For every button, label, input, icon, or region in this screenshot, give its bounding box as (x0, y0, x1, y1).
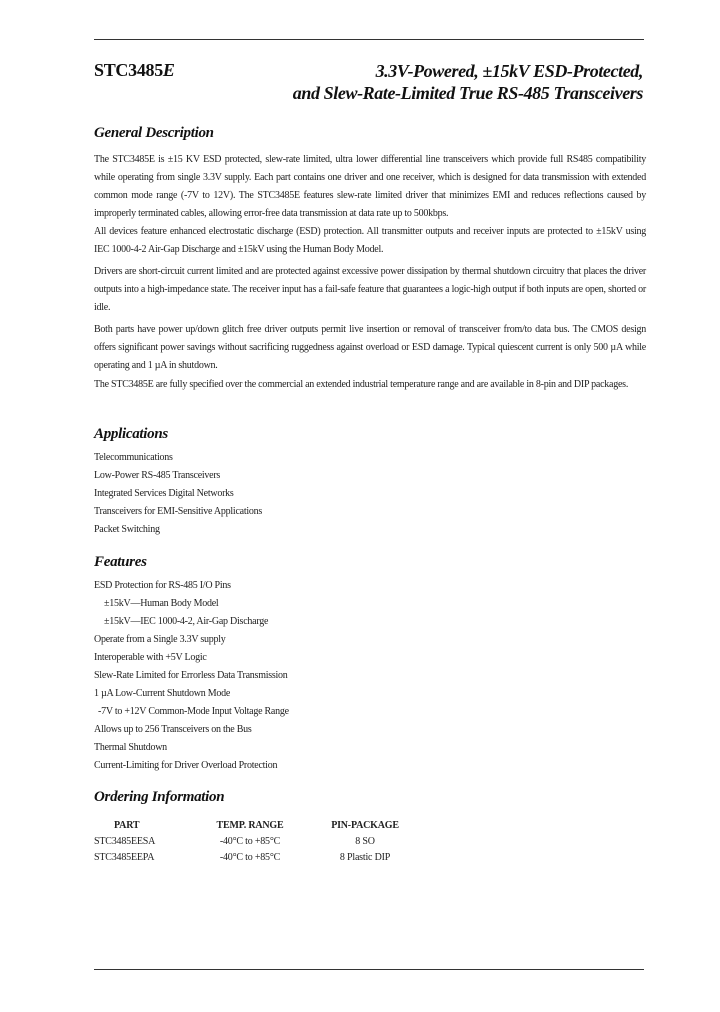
features-heading: Features (94, 554, 147, 570)
ordering-heading: Ordering Information (94, 789, 225, 805)
cell-pin-package: 8 SO (355, 836, 375, 847)
title-line-2: and Slew-Rate-Limited True RS-485 Transceivers (292, 83, 643, 103)
list-item: Packet Switching (94, 524, 160, 535)
description-paragraph-4: Both parts have power up/down glitch free driver outputs permit live insertion or removal of transceiver from/to data bus. The CMOS design offers significant power savings without sacrificing ruggedness against overload or ESD damage. Typical quiescent current is only 500 µA while operating and 1 µA in shutdown. (94, 324, 646, 371)
applications-list (94, 449, 262, 539)
description-paragraph-3: Drivers are short-circuit current limited and are protected against excessive power dissipation by thermal shutdown circuitry that places the driver outputs into a high-impedance state. The receiver input has a fail-safe feature that guarantees a logic-high output if both inputs are open, shorted or idle. (94, 266, 646, 313)
list-item: ESD Protection for RS-485 I/O Pins (94, 580, 231, 591)
description-paragraph-5: The STC3485E are fully specified over the commercial an extended industrial temperature range and are available in 8-pin and DIP packages. (94, 379, 629, 390)
description-paragraph-2: All devices feature enhanced electrostatic discharge (ESD) protection. All transmitter outputs and receiver inputs are protected to ±15kV using IEC 1000-4-2 Air-Gap Discharge and ±15kV using the Human Body Model. (94, 226, 646, 255)
list-item: 1 µA Low-Current Shutdown Mode (94, 688, 231, 699)
table-header-row (94, 818, 420, 834)
list-item: ±15kV—Human Body Model (104, 598, 219, 609)
list-item: Allows up to 256 Transceivers on the Bus (94, 724, 252, 735)
title-line-1: 3.3V-Powered, ±15kV ESD-Protected, (375, 61, 643, 81)
list-item: Low-Power RS-485 Transceivers (94, 470, 221, 481)
ordering-table (94, 818, 420, 866)
page-title (293, 60, 643, 104)
cell-temp-range: -40°C to +85°C (219, 836, 281, 847)
bottom-rule (94, 969, 644, 970)
cell-temp-range: -40°C to +85°C (219, 852, 281, 863)
column-header-pin-package: PIN-PACKAGE (331, 820, 399, 831)
top-rule (94, 39, 644, 40)
column-header-part: PART (114, 820, 140, 831)
cell-pin-package: 8 Plastic DIP (339, 852, 391, 863)
features-list (94, 577, 289, 775)
list-item: ±15kV—IEC 1000-4-2, Air-Gap Discharge (104, 616, 269, 627)
cell-part: STC3485EESA (94, 836, 156, 847)
description-paragraph-1: The STC3485E is ±15 KV ESD protected, slew-rate limited, ultra lower differential line transceivers which provide full RS485 compatibility while operating from single 3.3V supply. Each part contains one driver and one receiver, which is designed for data transmission with extended common mode range (-7V to 12V). The STC3485E features slew-rate limited driver that minimizes EMI and reduces reflections caused by improperly terminated cables, allowing error-free data transmission at data rate up to 500kbps. (94, 154, 646, 219)
list-item: Current-Limiting for Driver Overload Protection (94, 760, 278, 771)
list-item: Transceivers for EMI-Sensitive Applications (94, 506, 263, 517)
list-item: -7V to +12V Common-Mode Input Voltage Range (98, 706, 289, 717)
list-item: Telecommunications (94, 452, 173, 463)
list-item: Interoperable with +5V Logic (94, 652, 207, 663)
table-row (94, 850, 420, 866)
applications-heading: Applications (94, 426, 168, 442)
list-item: Integrated Services Digital Networks (94, 488, 234, 499)
list-item: Slew-Rate Limited for Errorless Data Transmission (94, 670, 288, 681)
list-item: Operate from a Single 3.3V supply (94, 634, 226, 645)
column-header-temp-range: TEMP. RANGE (216, 820, 284, 831)
list-item: Thermal Shutdown (94, 742, 167, 753)
cell-part: STC3485EEPA (94, 852, 155, 863)
general-description-heading: General Description (94, 125, 214, 141)
table-row (94, 834, 420, 850)
part-number: STC3485E (94, 60, 175, 80)
